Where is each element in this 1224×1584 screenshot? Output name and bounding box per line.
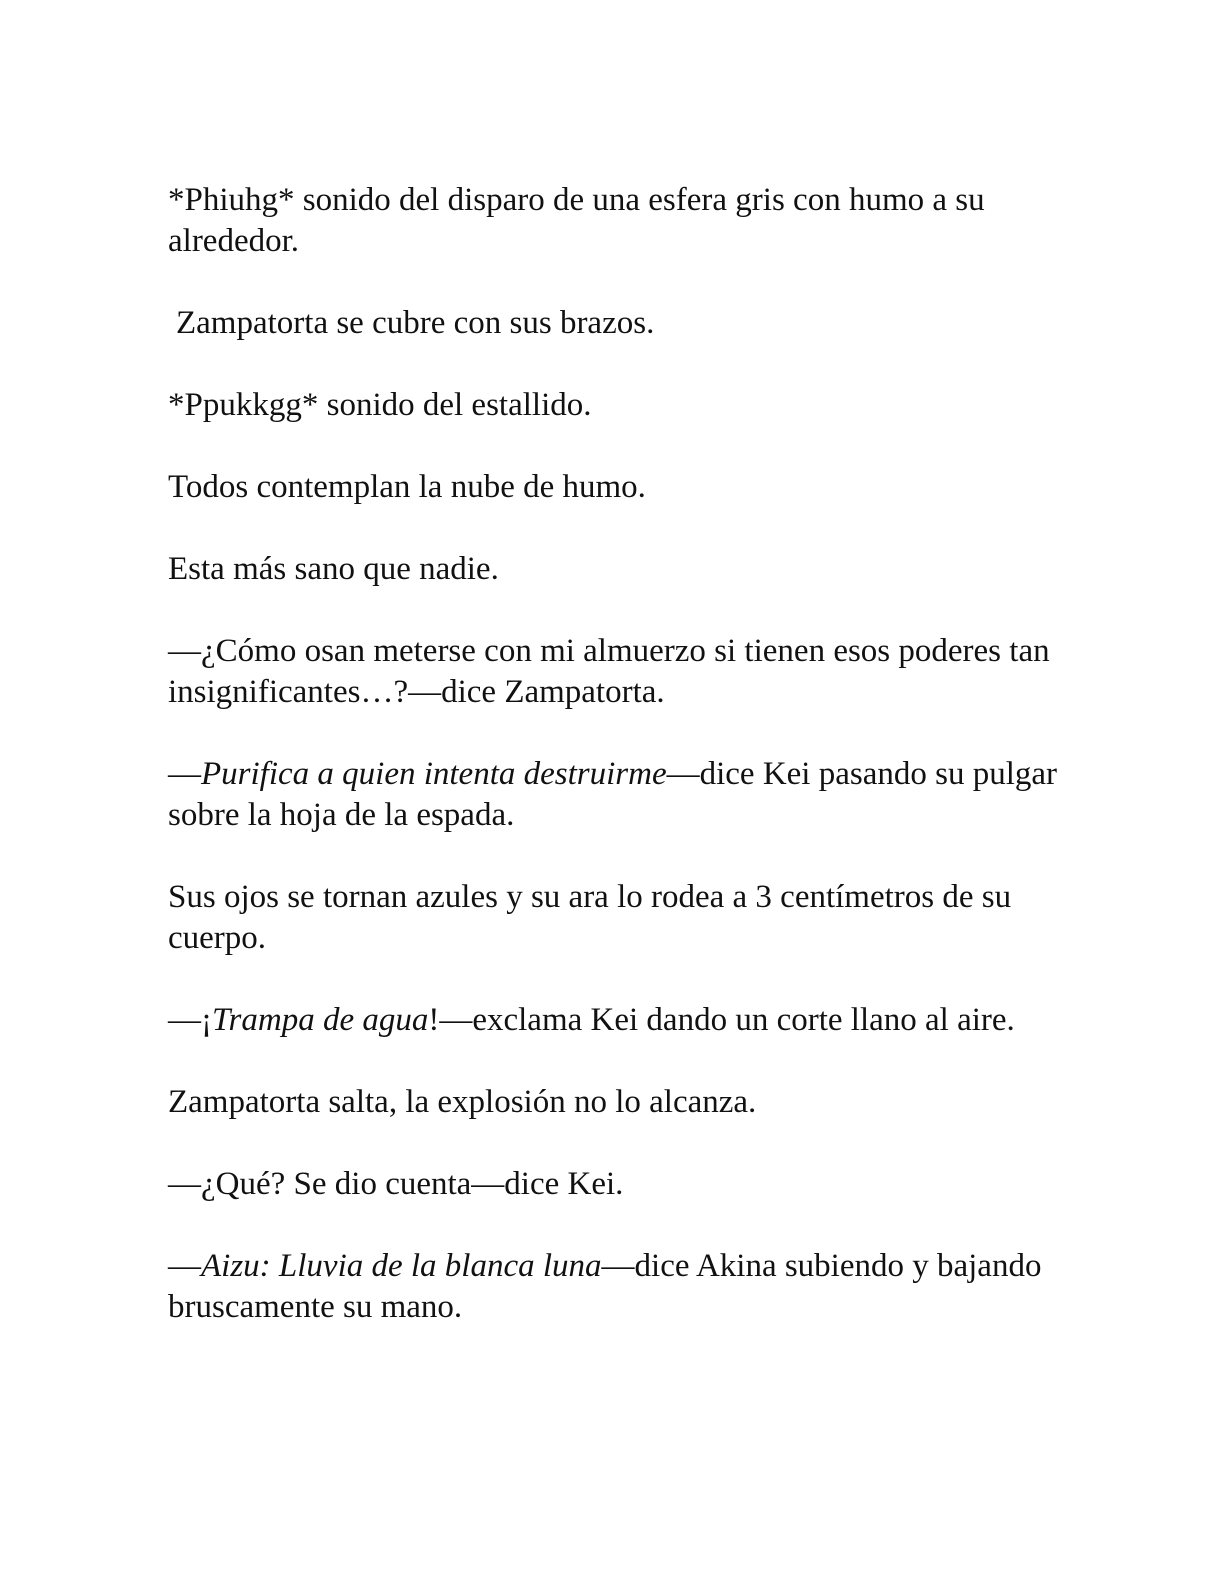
paragraph-7-pre: — <box>168 756 201 792</box>
paragraph-1: *Phiuhg* sonido del disparo de una esfera gris con humo a su alrededor. <box>168 182 985 259</box>
paragraph-7-post: —dice Kei pasando su pulgar sobre la hoja de la espada. <box>168 756 1058 833</box>
paragraph-9 <box>168 1000 1068 1041</box>
paragraph-4: Todos contemplan la nube de humo. <box>168 469 646 505</box>
paragraph-3: *Ppukkgg* sonido del estallido. <box>168 387 592 423</box>
paragraph-8: Sus ojos se tornan azules y su ara lo rodea a 3 centímetros de su cuerpo. <box>168 879 1012 956</box>
paragraph-12-pre: — <box>168 1248 201 1284</box>
paragraph-12-italic: Aizu: Lluvia de la blanca luna <box>201 1248 602 1284</box>
paragraph-6: —¿Cómo osan meterse con mi almuerzo si tienen esos poderes tan insignificantes…?—dice Zampatorta. <box>168 633 1050 710</box>
paragraph-9-post: !—exclama Kei dando un corte llano al aire. <box>428 1002 1015 1038</box>
paragraph-11: —¿Qué? Se dio cuenta—dice Kei. <box>168 1166 624 1202</box>
paragraph-5: Esta más sano que nadie. <box>168 551 499 587</box>
paragraph-9-italic: Trampa de agua <box>212 1002 429 1038</box>
paragraph-7 <box>168 754 1068 836</box>
document-page <box>168 180 1068 1369</box>
paragraph-2: Zampatorta se cubre con sus brazos. <box>176 305 655 341</box>
paragraph-7-italic: Purifica a quien intenta destruirme <box>201 756 667 792</box>
paragraph-12 <box>168 1246 1068 1328</box>
paragraph-12-post: —dice Akina subiendo y bajando bruscamente su mano. <box>168 1248 1042 1325</box>
paragraph-10: Zampatorta salta, la explosión no lo alcanza. <box>168 1084 757 1120</box>
paragraph-9-pre: —¡ <box>168 1002 212 1038</box>
